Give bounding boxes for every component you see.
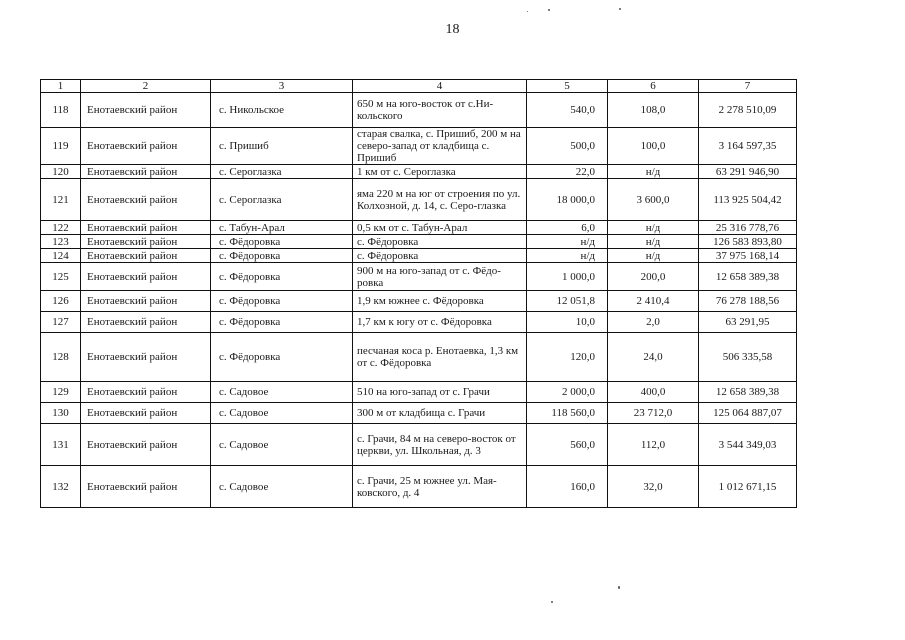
settlement-cell: с. Садовое (211, 424, 353, 466)
table-row (41, 291, 797, 312)
cost-cell: 12 658 389,38 (699, 263, 797, 291)
cost-cell: 63 291 946,90 (699, 165, 797, 179)
cost-cell: 76 278 188,56 (699, 291, 797, 312)
location-cell: с. Грачи, 84 м на северо-восток от церкви, ул. Школьная, д. 3 (353, 424, 527, 466)
district-cell: Енотаевский район (81, 128, 211, 165)
district-cell: Енотаевский район (81, 382, 211, 403)
location-cell: с. Фёдоровка (353, 235, 527, 249)
location-cell: старая свалка, с. Пришиб, 200 м на северо-запад от кладбища с. Пришиб (353, 128, 527, 165)
location-cell: с. Грачи, 25 м южнее ул. Мая-ковского, д. 4 (353, 466, 527, 508)
settlement-cell: с. Садовое (211, 382, 353, 403)
row-number-cell: 132 (41, 466, 81, 508)
table-row (41, 179, 797, 221)
settlement-cell: с. Никольское (211, 93, 353, 128)
volume-cell: 23 712,0 (608, 403, 699, 424)
volume-cell: 112,0 (608, 424, 699, 466)
cost-cell: 37 975 168,14 (699, 249, 797, 263)
area-cell: 10,0 (527, 312, 608, 333)
volume-cell: 2,0 (608, 312, 699, 333)
district-cell: Енотаевский район (81, 263, 211, 291)
row-number-cell: 130 (41, 403, 81, 424)
area-cell: 18 000,0 (527, 179, 608, 221)
volume-cell: н/д (608, 235, 699, 249)
settlement-cell: с. Табун-Арал (211, 221, 353, 235)
table-row (41, 333, 797, 382)
row-number-cell: 122 (41, 221, 81, 235)
table-row (41, 424, 797, 466)
district-cell: Енотаевский район (81, 249, 211, 263)
district-cell: Енотаевский район (81, 291, 211, 312)
settlement-cell: с. Фёдоровка (211, 333, 353, 382)
cost-cell: 113 925 504,42 (699, 179, 797, 221)
table-row (41, 382, 797, 403)
area-cell: 560,0 (527, 424, 608, 466)
row-number-cell: 123 (41, 235, 81, 249)
table-body (41, 93, 797, 508)
page-number: 18 (445, 22, 460, 37)
volume-cell: 32,0 (608, 466, 699, 508)
scan-speck (619, 8, 621, 10)
table-row (41, 312, 797, 333)
area-cell: 118 560,0 (527, 403, 608, 424)
table-row (41, 403, 797, 424)
settlement-cell: с. Фёдоровка (211, 291, 353, 312)
table-row (41, 249, 797, 263)
table-row (41, 263, 797, 291)
location-cell: 1 км от с. Сероглазка (353, 165, 527, 179)
row-number-cell: 129 (41, 382, 81, 403)
volume-cell: 3 600,0 (608, 179, 699, 221)
volume-cell: н/д (608, 221, 699, 235)
table-row (41, 221, 797, 235)
area-cell: 540,0 (527, 93, 608, 128)
column-header-2: 2 (81, 80, 211, 93)
volume-cell: н/д (608, 249, 699, 263)
column-header-4: 4 (353, 80, 527, 93)
district-cell: Енотаевский район (81, 93, 211, 128)
location-cell: 1,9 км южнее с. Фёдоровка (353, 291, 527, 312)
settlement-cell: с. Фёдоровка (211, 235, 353, 249)
area-cell: 500,0 (527, 128, 608, 165)
settlement-cell: с. Фёдоровка (211, 249, 353, 263)
location-cell: 1,7 км к югу от с. Фёдоровка (353, 312, 527, 333)
volume-cell: 100,0 (608, 128, 699, 165)
area-cell: н/д (527, 249, 608, 263)
settlement-cell: с. Садовое (211, 403, 353, 424)
row-number-cell: 118 (41, 93, 81, 128)
row-number-cell: 128 (41, 333, 81, 382)
table-row (41, 235, 797, 249)
cost-cell: 1 012 671,15 (699, 466, 797, 508)
column-header-6: 6 (608, 80, 699, 93)
table-row (41, 93, 797, 128)
scan-speck (551, 601, 553, 603)
table-header-row (41, 80, 797, 93)
scan-speck (618, 586, 620, 589)
district-cell: Енотаевский район (81, 424, 211, 466)
column-header-1: 1 (41, 80, 81, 93)
area-cell: 1 000,0 (527, 263, 608, 291)
district-cell: Енотаевский район (81, 165, 211, 179)
cost-cell: 12 658 389,38 (699, 382, 797, 403)
cost-cell: 2 278 510,09 (699, 93, 797, 128)
row-number-cell: 131 (41, 424, 81, 466)
volume-cell: 400,0 (608, 382, 699, 403)
settlement-cell: с. Сероглазка (211, 165, 353, 179)
row-number-cell: 120 (41, 165, 81, 179)
scan-speck (548, 9, 550, 11)
area-cell: н/д (527, 235, 608, 249)
area-cell: 22,0 (527, 165, 608, 179)
district-cell: Енотаевский район (81, 403, 211, 424)
location-cell: с. Фёдоровка (353, 249, 527, 263)
cost-cell: 3 544 349,03 (699, 424, 797, 466)
district-cell: Енотаевский район (81, 221, 211, 235)
area-cell: 2 000,0 (527, 382, 608, 403)
cost-cell: 506 335,58 (699, 333, 797, 382)
location-cell: песчаная коса р. Енотаевка, 1,3 км от с. Фёдоровка (353, 333, 527, 382)
cost-cell: 125 064 887,07 (699, 403, 797, 424)
district-cell: Енотаевский район (81, 312, 211, 333)
area-cell: 120,0 (527, 333, 608, 382)
volume-cell: н/д (608, 165, 699, 179)
district-cell: Енотаевский район (81, 179, 211, 221)
row-number-cell: 124 (41, 249, 81, 263)
location-cell: 510 на юго-запад от с. Грачи (353, 382, 527, 403)
volume-cell: 200,0 (608, 263, 699, 291)
row-number-cell: 121 (41, 179, 81, 221)
area-cell: 160,0 (527, 466, 608, 508)
location-cell: 900 м на юго-запад от с. Фёдо-ровка (353, 263, 527, 291)
column-header-3: 3 (211, 80, 353, 93)
volume-cell: 2 410,4 (608, 291, 699, 312)
location-cell: 0,5 км от с. Табун-Арал (353, 221, 527, 235)
column-header-5: 5 (527, 80, 608, 93)
district-cell: Енотаевский район (81, 466, 211, 508)
district-cell: Енотаевский район (81, 333, 211, 382)
cost-cell: 126 583 893,80 (699, 235, 797, 249)
location-cell: 650 м на юго-восток от с.Ни-кольского (353, 93, 527, 128)
data-table (40, 79, 797, 508)
volume-cell: 108,0 (608, 93, 699, 128)
location-cell: яма 220 м на юг от строения по ул. Колхозной, д. 14, с. Серо-глазка (353, 179, 527, 221)
cost-cell: 63 291,95 (699, 312, 797, 333)
settlement-cell: с. Пришиб (211, 128, 353, 165)
table-row (41, 165, 797, 179)
table-row (41, 466, 797, 508)
row-number-cell: 125 (41, 263, 81, 291)
settlement-cell: с. Фёдоровка (211, 312, 353, 333)
settlement-cell: с. Садовое (211, 466, 353, 508)
location-cell: 300 м от кладбища с. Грачи (353, 403, 527, 424)
cost-cell: 3 164 597,35 (699, 128, 797, 165)
row-number-cell: 127 (41, 312, 81, 333)
cost-cell: 25 316 778,76 (699, 221, 797, 235)
column-header-7: 7 (699, 80, 797, 93)
scan-speck (527, 11, 528, 12)
row-number-cell: 126 (41, 291, 81, 312)
row-number-cell: 119 (41, 128, 81, 165)
volume-cell: 24,0 (608, 333, 699, 382)
settlement-cell: с. Фёдоровка (211, 263, 353, 291)
district-cell: Енотаевский район (81, 235, 211, 249)
area-cell: 6,0 (527, 221, 608, 235)
settlement-cell: с. Сероглазка (211, 179, 353, 221)
table-row (41, 128, 797, 165)
area-cell: 12 051,8 (527, 291, 608, 312)
